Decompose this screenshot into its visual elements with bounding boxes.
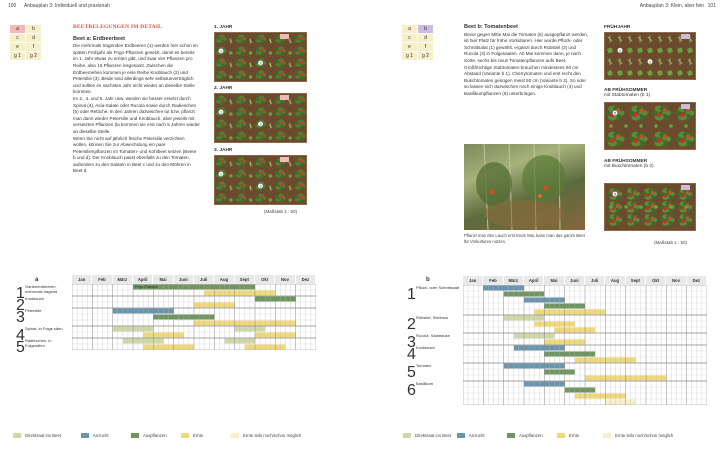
row-label: Basilikum <box>416 381 434 386</box>
bed-marker <box>280 157 289 162</box>
legend-cell: b <box>26 25 41 33</box>
color-key-item <box>231 433 301 438</box>
bar-note: Frigo-Pflanzen <box>135 285 159 289</box>
bed-plan-summer-b2 <box>604 183 696 231</box>
photo-caption: Pflanzt man den Lauch erst Ende Mai, kann man das ganze Beet für Vorkulturen nutzen. <box>464 233 585 244</box>
color-key-label: Ernte <box>569 433 580 438</box>
svg-text:5: 5 <box>614 111 616 116</box>
tomato-plant-icon <box>606 106 625 121</box>
month-header: Jan <box>463 276 482 285</box>
calendar-grid <box>72 284 316 350</box>
color-swatch <box>557 433 565 438</box>
plan-label <box>604 159 654 169</box>
calendar-grid <box>463 285 707 405</box>
month-header: Mai <box>153 275 172 284</box>
bed-marker <box>280 34 289 39</box>
legend-cell: g 2 <box>418 52 433 60</box>
scale-note: (Maßstab 1 : 50) <box>654 240 688 245</box>
bed-marker <box>681 34 690 39</box>
color-key-item <box>603 433 673 438</box>
row-number: 4 <box>16 327 25 344</box>
color-key-item <box>507 433 543 438</box>
row-number: 3 <box>16 309 25 326</box>
color-key-item <box>81 433 109 438</box>
section-title: BEETBELEGUNGEN IM DETAIL <box>73 24 163 30</box>
bed-b-heading: Beet b: Tomatenbeet <box>464 24 518 30</box>
month-header: März <box>113 275 132 284</box>
legend-cell: f <box>418 43 433 51</box>
month-header: März <box>504 276 523 285</box>
month-header: Nov <box>275 275 294 284</box>
plan-label-title: AB FRÜHSOMMER <box>604 159 648 164</box>
color-key-item <box>403 433 451 438</box>
month-header: Feb <box>483 276 502 285</box>
color-swatch <box>603 433 611 438</box>
month-header: Sept <box>235 275 254 284</box>
row-label: Knoblauch <box>25 296 44 301</box>
row-number: 4 <box>407 346 416 363</box>
color-swatch <box>231 433 239 438</box>
row-number: 5 <box>407 364 416 381</box>
plan-label: FRÜHJAHR <box>604 25 631 30</box>
row-label: Tomaten <box>416 363 432 368</box>
svg-text:3: 3 <box>259 61 262 66</box>
color-key-label: Anzucht <box>93 433 109 438</box>
bed-marker <box>280 95 289 100</box>
svg-text:1: 1 <box>220 49 222 54</box>
row-label: Knoblauch <box>416 345 435 350</box>
photo-illustration <box>464 144 585 230</box>
legend-cell: c <box>402 34 417 42</box>
plan-label: 2. JAHR <box>214 86 233 91</box>
bed-legend-right <box>402 25 433 60</box>
legend-cell: g 2 <box>26 52 41 60</box>
bed-marker <box>681 104 690 109</box>
legend-cell: a <box>402 25 417 33</box>
parsley-icon <box>617 48 623 54</box>
legend-cell: a <box>10 25 25 33</box>
row-label: Radieschen, in Folgesäten <box>25 338 52 348</box>
month-header: Nov <box>666 276 685 285</box>
row-label: Rucola, Salatrauke <box>416 333 450 338</box>
svg-text:1: 1 <box>619 48 621 53</box>
month-header: Aug <box>605 276 624 285</box>
legend-cell: c <box>10 34 25 42</box>
month-header: Okt <box>255 275 274 284</box>
month-header: April <box>133 275 152 284</box>
month-header: Sept <box>626 276 645 285</box>
row-number: 6 <box>407 382 416 399</box>
scale-note: (Maßstab 1 : 50) <box>264 209 298 214</box>
legend-cell: e <box>10 43 25 51</box>
month-header: Mai <box>544 276 563 285</box>
bed-b-text <box>464 24 590 98</box>
row-label: Spinat, in Folge säen <box>25 326 63 331</box>
month-header: Jan <box>72 275 91 284</box>
month-header: Dez <box>296 275 315 284</box>
garden-photo <box>464 144 585 230</box>
legend-cell: d <box>26 34 41 42</box>
right-page-number: 101 <box>707 3 716 9</box>
plan-label: 3. JAHR <box>214 148 233 153</box>
plan-label <box>604 88 650 98</box>
bed-plan-summer-b1 <box>604 102 696 150</box>
color-key-label: Auspflanzen <box>143 433 167 438</box>
right-running-head: Anbauplan 3: Klein, aber fein <box>639 3 704 9</box>
color-key-item <box>13 433 61 438</box>
plan-label-title: AB FRÜHSOMMER <box>604 88 648 93</box>
color-key-item <box>131 433 167 438</box>
svg-text:3: 3 <box>259 184 262 189</box>
bed-plan-year3 <box>214 155 307 205</box>
month-header: April <box>524 276 543 285</box>
row-number: 3 <box>407 334 416 351</box>
color-key-label: Ernte teils noch/schon möglich <box>615 433 674 438</box>
row-label: Pflück- oder Schnittsalat <box>416 285 460 290</box>
legend-cell: g 1 <box>402 52 417 60</box>
color-swatch <box>13 433 21 438</box>
color-key-label: Ernte teils noch/schon möglich <box>243 433 302 438</box>
color-key-label: Ernte <box>193 433 204 438</box>
color-swatch <box>507 433 515 438</box>
color-key-label: Anzucht <box>469 433 485 438</box>
bed-plan-year1 <box>214 32 307 82</box>
month-header: Okt <box>646 276 665 285</box>
color-key-item <box>181 433 203 438</box>
bed-plan-spring <box>604 32 696 80</box>
tomato-plant-icon <box>608 188 623 200</box>
row-label: Gartenerdbeeren, mehrmals tragend <box>25 284 58 294</box>
bed-a-heading: Beet a: Erdbeerbeet <box>73 35 125 42</box>
month-header: Feb <box>92 275 111 284</box>
month-header: Juni <box>174 275 193 284</box>
svg-text:1: 1 <box>220 172 222 177</box>
month-header: Aug <box>214 275 233 284</box>
row-number: 5 <box>16 339 25 356</box>
color-key-label: Auspflanzen <box>519 433 543 438</box>
sowing-calendar-b <box>463 276 707 421</box>
color-key-item <box>557 433 579 438</box>
plan-label: 1. JAHR <box>214 25 233 30</box>
row-label: Petersilie <box>25 308 42 313</box>
month-header: Dez <box>687 276 706 285</box>
month-header: Juli <box>194 275 213 284</box>
right-page <box>360 0 720 449</box>
table-letter: b <box>426 277 430 283</box>
row-number: 2 <box>16 297 25 314</box>
row-label: Rübstiel, Stielmus <box>416 315 449 320</box>
bed-a-paragraph: Die mehrmals tragenden Erdbeeren (1) werden hier schon im späten Frühjahr als Frigo-Pflanzen gesetzt, damit es bereits im 1. Jahr etwas zu ernten gibt, und zwar vier Pflanzen pro Reihe, also 16 Pflanzen insgesamt. Zwischen die Erdbeerreihen kommen je eine Reihe Knoblauch (2) und Petersilie (3). Beide sind allerdings sehr selbstunverträglich und sollten im nächsten Jahr nicht wieder an dieselbe Stelle kommen. <box>73 43 198 95</box>
table-letter: a <box>35 277 39 283</box>
bed-a-text <box>73 24 200 175</box>
svg-text:2: 2 <box>649 60 651 65</box>
bed-plan-year2 <box>214 93 307 143</box>
svg-text:1: 1 <box>220 110 222 115</box>
left-running-head: Anbauplan 3: Individuell und praxisnah <box>24 3 110 9</box>
month-header: Juni <box>565 276 584 285</box>
color-swatch <box>457 433 465 438</box>
row-number: 2 <box>407 316 416 333</box>
legend-cell: b <box>418 25 433 33</box>
bed-legend-left <box>10 25 41 60</box>
left-page-number: 100 <box>8 3 17 9</box>
color-key-label: Direktsaat ins Beet <box>25 433 62 438</box>
sowing-calendar-a <box>72 275 316 375</box>
month-header: Juli <box>585 276 604 285</box>
bed-a-paragraph: Im 2., 4. und 6. Jahr usw. werden sie besser ersetzt durch Spinat (4), Asia-Salate oder Rucola sowie durch Radieschen (5) oder Rettiche. In den Jahren dazwischen tut bzw. pflanzt man dann wieder Petersilie und Knoblauch, aber jeweils mit versetzten Pflanzen (la kommen sie erst nach 5 Jahren wieder an dieselbe Stelle. <box>73 95 200 134</box>
bed-marker <box>681 185 690 190</box>
legend-cell: e <box>402 43 417 51</box>
plan-label-sub: mit Buschtomaten (b 2) <box>604 164 654 169</box>
plan-label-sub: mit Stabtomaten (b 1) <box>604 93 651 98</box>
row-number: 1 <box>16 285 25 302</box>
legend-cell: f <box>26 43 41 51</box>
row-number: 1 <box>407 286 416 303</box>
color-swatch <box>403 433 411 438</box>
legend-cell: d <box>418 34 433 42</box>
color-swatch <box>81 433 89 438</box>
color-swatch <box>131 433 139 438</box>
color-key-item <box>457 433 485 438</box>
color-key-label: Direktsaat ins Beet <box>415 433 452 438</box>
legend-cell: g 1 <box>10 52 25 60</box>
svg-text:5: 5 <box>614 192 616 197</box>
color-swatch <box>181 433 189 438</box>
bed-a-paragraph: Wenn Sie nicht auf jährlich frische Petersilie verzichten wollen, können Sie zur Abwechslung ein paar Petersilienpflanzen im Tomaten- und Kohlbeet setzen (Beete b und d). Der Knoblauch passt ebenfalls zu den Tomaten, außerdem zu den Salaten in Beet c und zu den Möhren in Beet d. <box>73 135 197 174</box>
svg-text:3: 3 <box>259 122 262 127</box>
bed-b-paragraph: Bevor gegen Mitte Mai die Tomaten (5) ausgepflanzt werden, ist hier Platz für frühe Vorkulturen. Hier wurde Pflück- oder Schnittsalat (1) gewählt, ergänzt durch Rübstiel (2) und Rucola (3) in Folgesaaten. Ab Mai kommen dann, je nach Sorte, sechs bis neun Tomatenpflanzen aufs Beet. Großfrüchtige Stabtomaten brauchen mindestens 60 cm Abstand (Variante b 1). Cherrytomaten und erst recht den Buschtomaten genügen meist 50 cm (Variante b 2). So oder so lassen sich dazwischen noch einige Knoblauch (4) und Basilikumpflanzen (6) unterbringen. <box>464 31 589 96</box>
